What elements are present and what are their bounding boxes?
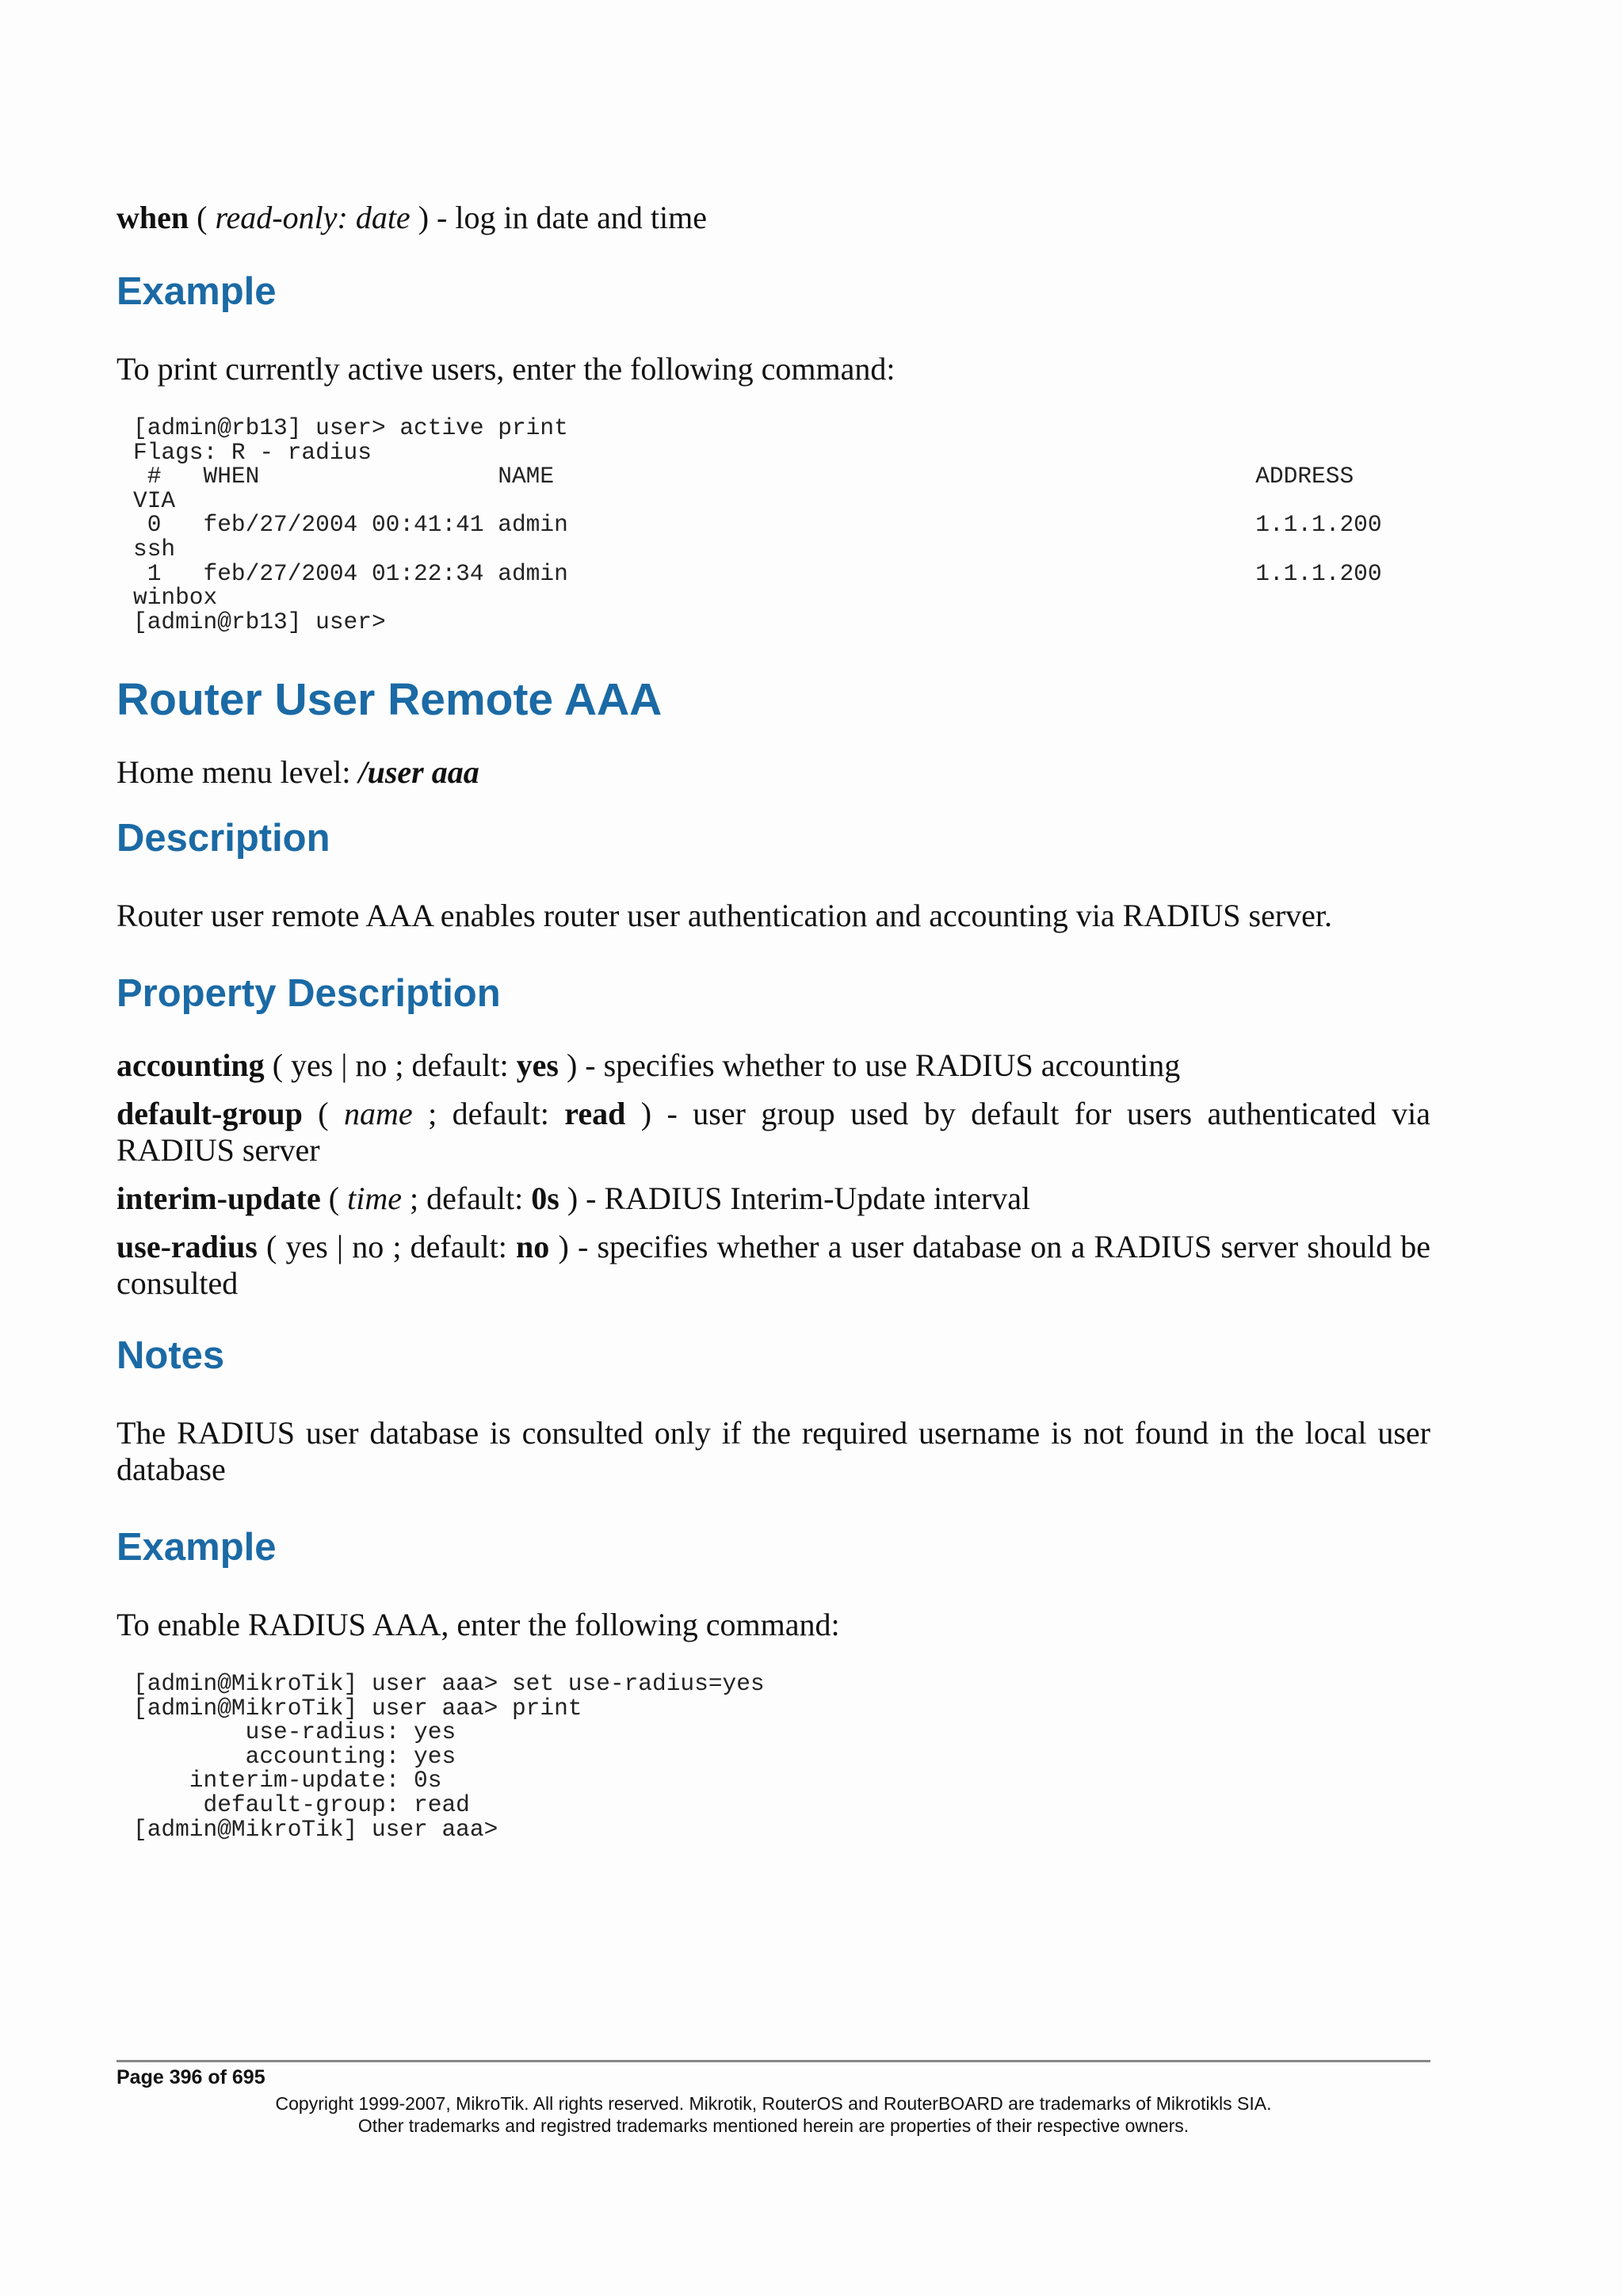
property-use-radius: use-radius ( yes | no ; default: no ) - specifies whether a user database on a RADIUS server should be consulted	[116, 1229, 1431, 1301]
property-when: when ( read-only: date ) - log in date and time	[116, 200, 708, 235]
description-text: Router user remote AAA enables router user authentication and accounting via RADIUS server.	[116, 898, 1333, 933]
property-interim-update: interim-update ( time ; default: 0s ) - RADIUS Interim-Update interval	[116, 1180, 1031, 1216]
example2-heading: Example	[116, 1526, 277, 1569]
menu-path: /user aaa	[358, 754, 479, 790]
notes-heading: Notes	[116, 1334, 225, 1377]
notes-text: The RADIUS user database is consulted only if the required username is not found in the local user database	[116, 1415, 1430, 1487]
code-block-user-aaa: [admin@MikroTik] user aaa> set use-radius=yes [admin@MikroTik] user aaa> print use-radius: yes accounting: yes interim-update: 0s default-group: read [admin@MikroTik] user aaa>	[133, 1670, 765, 1843]
example-heading: Example	[116, 270, 277, 313]
property-description-heading: Property Description	[116, 972, 501, 1015]
property-name: when	[116, 200, 189, 235]
property-accounting: accounting ( yes | no ; default: yes ) - specifies whether to use RADIUS accounting	[116, 1047, 1181, 1083]
section-title: Router User Remote AAA	[116, 674, 663, 725]
description-heading: Description	[116, 817, 330, 860]
property-default-group: default-group ( name ; default: read ) - user group used by default for users authenticated via RADIUS server	[116, 1096, 1431, 1168]
copyright-notice: Copyright 1999-2007, MikroTik. All rights reserved. Mikrotik, RouterOS and RouterBOARD are trademarks of Mikrotikls SIA.	[275, 2093, 1272, 2114]
example2-intro: To enable RADIUS AAA, enter the following command:	[116, 1607, 840, 1642]
home-menu-level: Home menu level: /user aaa	[116, 754, 479, 790]
example-intro: To print currently active users, enter the following command:	[116, 351, 896, 387]
page-number: Page 396 of 695	[116, 2066, 265, 2088]
footer-divider	[116, 2060, 1430, 2062]
code-block-active-print: [admin@rb13] user> active print Flags: R - radius # WHEN NAME ADDRESS VIA 0 feb/27/2004 00:41:41 admin 1.1.1.200 ssh 1 feb/27/2004 01:22:34 admin 1.1.1.200 winbox [admin@rb13] user>	[133, 414, 1382, 635]
trademark-notice: Other trademarks and registred trademarks mentioned herein are properties of their respective owners.	[357, 2115, 1190, 2136]
